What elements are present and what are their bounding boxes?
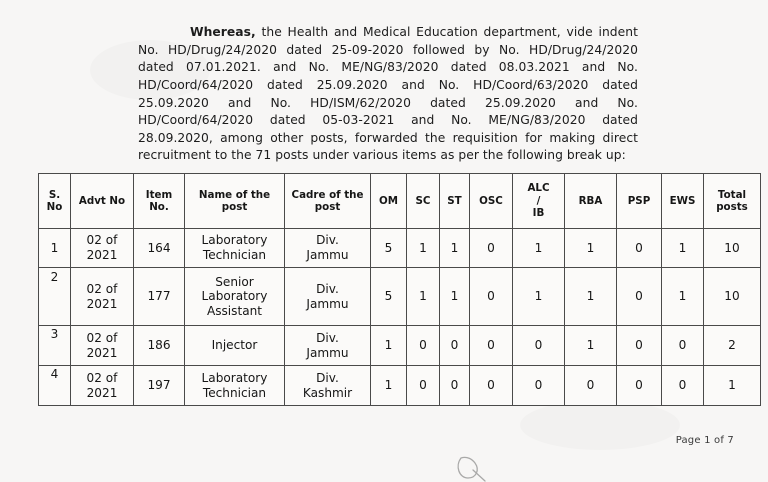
column-header-sno [39,174,71,229]
cell-st: 0 [440,366,470,406]
table-row [39,326,761,366]
column-header-st: ST [440,174,470,229]
column-header-item-line2: No. [149,201,169,213]
cell-sc: 1 [407,268,440,326]
cell-advt-line2: 2021 [86,296,118,311]
cell-cadre [285,326,371,366]
column-header-item-no [134,174,185,229]
cell-alc-ib: 1 [513,229,565,268]
column-header-total-line1: Total [717,188,747,201]
cell-osc: 0 [470,268,513,326]
cell-osc: 0 [470,229,513,268]
cell-st: 0 [440,326,470,366]
cell-total-posts: 10 [704,268,761,326]
column-header-total-posts [704,174,761,229]
cell-sno: 3 [39,326,71,366]
column-header-cadre-line2: post [314,201,341,213]
requisition-table-wrapper [38,173,748,406]
table-row [39,366,761,406]
cell-sc: 0 [407,326,440,366]
cell-om: 1 [371,326,407,366]
cell-item-no: 177 [134,268,185,326]
paragraph-body: the Health and Medical Education department, vide indent No. HD/Drug/24/2020 dated 25-09-2020 followed by No. HD/Drug/24/2020 dated 07.01.2021. and No. ME/NG/83/2020 dated 08.03.2021 and No. HD/Coord/64/2020 dated 25.09.2020 and No. HD/Coord/63/2020 dated 25.09.2020 and No. HD/ISM/62/2020 dated 25.09.2020 and No. HD/Coord/64/2020 dated 05-03-2021 and No. ME/NG/83/2020 dated 28.09.2020, among other posts, forwarded the requisition for making direct recruitment to the 71 posts under various items as per the following break up: [138,25,638,163]
cell-total-posts: 2 [704,326,761,366]
cell-post-line1: Laboratory [201,233,268,248]
cell-advt-line1: 02 of [86,370,118,385]
cell-advt-line1: 02 of [86,330,118,345]
cell-ews: 0 [662,326,704,366]
cell-post-name [185,268,285,326]
column-header-alc-line2: / [536,194,541,207]
column-header-osc: OSC [470,174,513,229]
cell-advt-line1: 02 of [86,233,118,248]
cell-psp: 0 [617,229,662,268]
table-header-row [39,174,761,229]
cell-cadre-line2: Jammu [306,296,349,311]
column-header-advt-no: Advt No [71,174,134,229]
cell-alc-ib: 1 [513,268,565,326]
cell-item-no: 186 [134,326,185,366]
requisition-table [38,173,761,406]
column-header-rba: RBA [565,174,617,229]
cell-ews: 0 [662,366,704,406]
column-header-name-line2: post [221,201,248,213]
cell-advt-line1: 02 of [86,281,118,296]
cell-rba: 1 [565,229,617,268]
cell-om: 1 [371,366,407,406]
cell-ews: 1 [662,268,704,326]
column-header-total-line2: posts [716,201,748,213]
cell-sno: 4 [39,366,71,406]
cell-psp: 0 [617,326,662,366]
cell-cadre-line1: Div. [316,233,339,248]
column-header-alc-line1: ALC [527,182,550,195]
cell-item-no: 197 [134,366,185,406]
cell-om: 5 [371,229,407,268]
column-header-sno-line2: No [46,201,63,213]
cell-osc: 0 [470,326,513,366]
column-header-om: OM [371,174,407,229]
cell-post-name [185,366,285,406]
cell-alc-ib: 0 [513,326,565,366]
cell-psp: 0 [617,268,662,326]
cell-sno: 1 [39,229,71,268]
cell-rba: 1 [565,268,617,326]
cell-post-name [185,229,285,268]
cell-post-line3: Assistant [206,303,263,318]
cell-post-line1: Injector [211,338,258,353]
handwritten-scan-mark-icon [455,452,495,482]
cell-advt-line2: 2021 [86,385,118,400]
paragraph-lead-bold: Whereas, [190,25,256,40]
cell-advt-line2: 2021 [86,345,118,360]
column-header-cadre-of-post [285,174,371,229]
column-header-ews: EWS [662,174,704,229]
cell-cadre-line2: Kashmir [302,385,353,400]
cell-st: 1 [440,229,470,268]
cell-cadre-line1: Div. [316,330,339,345]
cell-cadre-line1: Div. [316,370,339,385]
column-header-psp: PSP [617,174,662,229]
cell-post-name [185,326,285,366]
table-row [39,229,761,268]
cell-post-line2: Technician [202,248,267,262]
column-header-name-line1: Name of the [198,188,271,201]
cell-psp: 0 [617,366,662,406]
cell-total-posts: 1 [704,366,761,406]
column-header-item-line1: Item [145,188,173,201]
cell-post-line2: Technician [202,385,267,400]
cell-advt-no [71,268,134,326]
cell-osc: 0 [470,366,513,406]
column-header-alc-line3: IB [532,207,545,220]
cell-cadre-line2: Jammu [306,248,349,262]
column-header-alc-ib [513,174,565,229]
cell-post-line2: Laboratory [201,289,268,304]
table-row [39,268,761,326]
page-number-footer: Page 1 of 7 [675,435,734,446]
whereas-paragraph [138,24,638,165]
cell-cadre-line2: Jammu [306,345,349,360]
cell-st: 1 [440,268,470,326]
cell-post-line1: Senior [215,274,254,289]
cell-cadre [285,229,371,268]
cell-cadre-line1: Div. [316,281,339,296]
cell-advt-line2: 2021 [86,248,118,262]
cell-alc-ib: 0 [513,366,565,406]
cell-rba: 1 [565,326,617,366]
cell-sc: 0 [407,366,440,406]
cell-rba: 0 [565,366,617,406]
scan-artifact [520,400,680,450]
cell-advt-no [71,229,134,268]
cell-sno: 2 [39,268,71,326]
column-header-sno-line1: S. [48,188,61,201]
cell-advt-no [71,366,134,406]
cell-advt-no [71,326,134,366]
column-header-sc: SC [407,174,440,229]
cell-sc: 1 [407,229,440,268]
column-header-cadre-line1: Cadre of the [291,188,364,201]
cell-ews: 1 [662,229,704,268]
cell-cadre [285,268,371,326]
cell-item-no: 164 [134,229,185,268]
cell-om: 5 [371,268,407,326]
column-header-name-of-post [185,174,285,229]
cell-total-posts: 10 [704,229,761,268]
cell-post-line1: Laboratory [201,370,268,385]
cell-cadre [285,366,371,406]
